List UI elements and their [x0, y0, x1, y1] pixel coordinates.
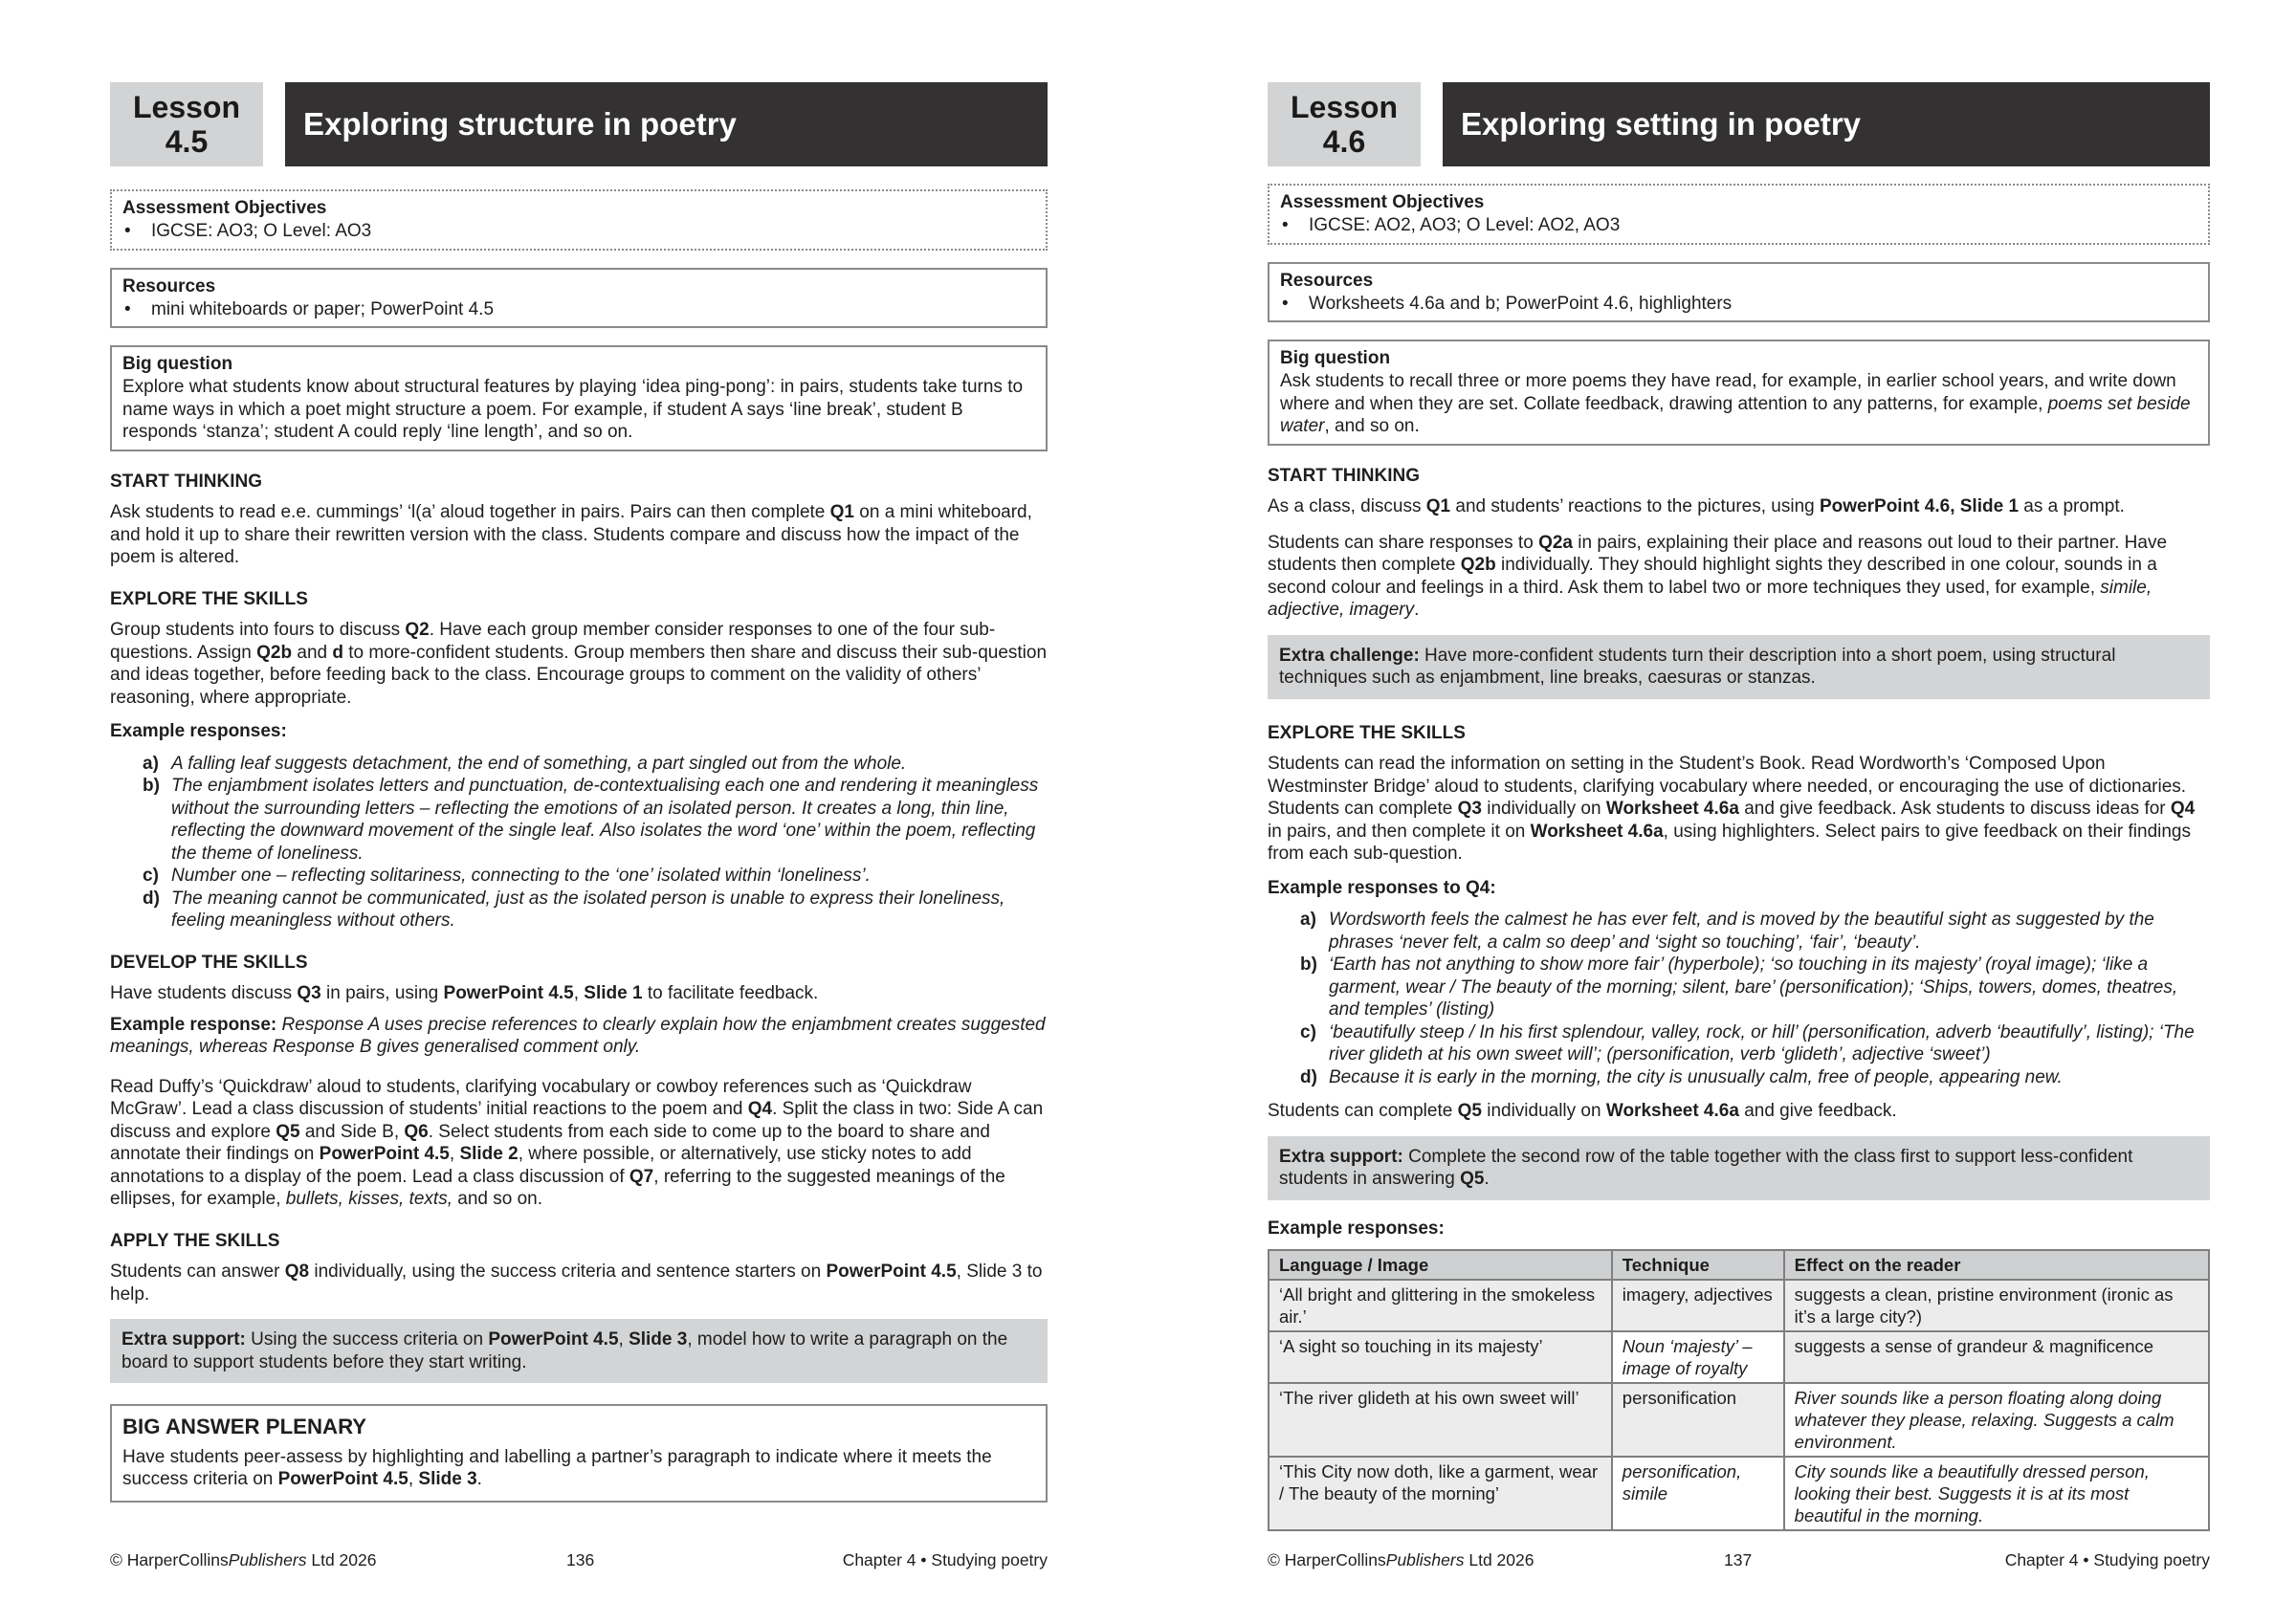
page-footer	[1268, 1549, 2210, 1572]
table-cell: City sounds like a beautifully dressed person, looking their best. Suggests it is at its most beautiful in the morning.	[1784, 1457, 2209, 1530]
resources-heading: Resources	[1280, 270, 1374, 291]
lesson-label: Lesson	[132, 90, 241, 124]
assessment-objectives-box	[110, 189, 1048, 251]
start-thinking-text-1: As a class, discuss Q1 and students’ reactions to the pictures, using PowerPoint 4.6, Slide 1 as a prompt.	[1268, 496, 2125, 516]
lesson-badge	[110, 82, 263, 166]
explore-skills-heading: EXPLORE THE SKILLS	[1268, 722, 1466, 743]
chapter-label: Chapter 4 • Studying poetry	[2004, 1550, 2210, 1569]
develop-skills-text: Have students discuss Q3 in pairs, using PowerPoint 4.5, Slide 1 to facilitate feedback.	[110, 983, 819, 1003]
assessment-heading: Assessment Objectives	[122, 198, 327, 218]
column-header: Technique	[1612, 1250, 1784, 1280]
page-number: 137	[1724, 1550, 1753, 1569]
lesson-number: 4.6	[1322, 124, 1366, 159]
lesson-title: Exploring setting in poetry	[1443, 82, 2210, 166]
list-item: a) Wordsworth feels the calmest he has ever felt, and is moved by the beautiful sight as suggested by the phrases ‘never felt, a calm so deep’ and ‘sight so touching’, ‘fair’, ‘beauty’.	[1300, 910, 2154, 953]
table-header-row	[1269, 1250, 2209, 1280]
table-cell: suggests a clean, pristine environment (ironic as it’s a large city?)	[1784, 1280, 2209, 1331]
table-cell: imagery, adjectives	[1612, 1280, 1784, 1331]
column-header: Effect on the reader	[1784, 1250, 2209, 1280]
big-question-box	[110, 345, 1048, 451]
list-item: b) ‘Earth has not anything to show more fair’ (hyperbole); ‘so touching in its majesty’ (royal image); ‘like a garment, wear / The beauty of the morning; silent, bare’ (personification); ‘Ships, towers, domes, theatres, and temples’ (listing)	[1300, 955, 2178, 1020]
page-137	[1268, 82, 2210, 1531]
apply-skills-heading: APPLY THE SKILLS	[110, 1230, 280, 1251]
lesson-header	[1268, 82, 2210, 166]
lesson-number: 4.5	[165, 124, 209, 159]
plenary-heading: BIG ANSWER PLENARY	[122, 1415, 367, 1438]
plenary-text: Have students peer-assess by highlighting and labelling a partner’s paragraph to indicate where it meets the success criteria on PowerPoint 4.5, Slide 3.	[122, 1446, 992, 1489]
assessment-objectives-box	[1268, 184, 2210, 245]
explore-skills-text: Group students into fours to discuss Q2. Have each group member consider responses to one of the four sub-questions. Assign Q2b and d to more-confident students. Group members then share and discuss their sub-question and ideas together, before feeding back to the class. Encourage groups to comment on the validity of others’ reasoning, where appropriate.	[110, 620, 1048, 708]
resources-bullet: Worksheets 4.6a and b; PowerPoint 4.6, highlighters	[1309, 293, 1733, 314]
resources-box	[110, 268, 1048, 329]
assessment-heading: Assessment Objectives	[1280, 192, 1485, 212]
table-cell: ‘The river glideth at his own sweet will’	[1269, 1383, 1612, 1457]
copyright: © HarperCollinsPublishers Ltd 2026	[1268, 1550, 1534, 1569]
start-thinking-text: Ask students to read e.e. cummings’ ‘l(a’ aloud together in pairs. Pairs can then complete Q1 on a mini whiteboard, and hold it up to share their rewritten version with the class. Students compare and discuss how the impact of the poem is altered.	[110, 502, 1032, 567]
table-cell: Noun ‘majesty’ – image of royalty	[1612, 1331, 1784, 1383]
big-answer-plenary-box	[110, 1404, 1048, 1503]
assessment-bullet: IGCSE: AO2, AO3; O Level: AO2, AO3	[1309, 215, 1621, 235]
table-cell: suggests a sense of grandeur & magnificence	[1784, 1331, 2209, 1383]
bullet-icon: •	[124, 221, 131, 241]
big-question-text: Ask students to recall three or more poems they have read, for example, in earlier school years, and write down where and when they are set. Collate feedback, drawing attention to any patterns, for example, poems set beside water, and so on.	[1280, 371, 2191, 436]
table-row	[1269, 1383, 2209, 1457]
bullet-icon: •	[124, 298, 131, 319]
big-question-heading: Big question	[1280, 348, 1391, 368]
bullet-icon: •	[1282, 293, 1289, 314]
example-responses-table	[1268, 1249, 2210, 1531]
big-question-heading: Big question	[122, 354, 233, 374]
extra-support-box: Extra support: Using the success criteria on PowerPoint 4.5, Slide 3, model how to write a paragraph on the board to support students before they start writing.	[110, 1319, 1048, 1383]
table-cell: River sounds like a person floating along doing whatever they please, relaxing. Suggests a calm environment.	[1784, 1383, 2209, 1457]
page-136	[110, 82, 1048, 1503]
table-cell: ‘A sight so touching in its majesty’	[1269, 1331, 1612, 1383]
table-cell: personification, simile	[1612, 1457, 1784, 1530]
lesson-title: Exploring structure in poetry	[285, 82, 1048, 166]
explore-skills-heading: EXPLORE THE SKILLS	[110, 588, 308, 609]
copyright: © HarperCollinsPublishers Ltd 2026	[110, 1550, 377, 1569]
example-response: Example response: Response A uses precise references to clearly explain how the enjambment creates suggested meanings, whereas Response B gives generalised comment only.	[110, 1014, 1046, 1057]
list-item: c) Number one – reflecting solitariness, connecting to the ‘one’ isolated within ‘loneliness’.	[143, 866, 871, 886]
resources-bullet: mini whiteboards or paper; PowerPoint 4.5	[151, 298, 495, 319]
table-cell: ‘All bright and glittering in the smokeless air.’	[1269, 1280, 1612, 1331]
assessment-bullet: IGCSE: AO3; O Level: AO3	[151, 221, 372, 241]
table-heading: Example responses:	[1268, 1218, 1445, 1239]
bullet-icon: •	[1282, 215, 1289, 235]
chapter-label: Chapter 4 • Studying poetry	[842, 1550, 1048, 1569]
page-footer	[110, 1549, 1048, 1572]
list-item: a) A falling leaf suggests detachment, the end of something, a part singled out from the whole.	[143, 753, 907, 774]
develop-skills-heading: DEVELOP THE SKILLS	[110, 952, 308, 973]
example-responses-heading: Example responses:	[110, 721, 287, 741]
big-question-box	[1268, 340, 2210, 446]
extra-challenge-box: Extra challenge: Have more-confident students turn their description into a short poem, using structural techniques such as enjambment, line breaks, caesuras or stanzas.	[1268, 635, 2210, 699]
resources-heading: Resources	[122, 275, 216, 296]
apply-skills-text: Students can answer Q8 individually, using the success criteria and sentence starters on PowerPoint 4.5, Slide 3 to help.	[110, 1262, 1043, 1305]
start-thinking-heading: START THINKING	[1268, 465, 1421, 486]
column-header: Language / Image	[1269, 1250, 1612, 1280]
lesson-badge	[1268, 82, 1421, 166]
q5-text: Students can complete Q5 individually on Worksheet 4.6a and give feedback.	[1268, 1101, 1897, 1121]
list-item: b) The enjambment isolates letters and punctuation, de-contextualising each one and rendering it meaningless without the surrounding letters – reflecting the emotions of an isolated person. It creates a long, thin line, reflecting the downward movement of the single leaf. Also isolates the word ‘one’ within the poem, reflecting the theme of loneliness.	[143, 776, 1039, 864]
example-responses-list	[110, 753, 1048, 933]
list-item: c) ‘beautifully steep / In his first splendour, valley, rock, or hill’ (personification, adverb ‘beautifully’, listing); ‘The river glideth at his own sweet will’; (personification, verb ‘glideth’, adjective ‘sweet’)	[1300, 1021, 2195, 1064]
example-responses-list	[1268, 909, 2210, 1088]
resources-box	[1268, 262, 2210, 323]
start-thinking-heading: START THINKING	[110, 471, 263, 492]
table-row	[1269, 1457, 2209, 1530]
lesson-label: Lesson	[1290, 90, 1399, 124]
list-item: d) The meaning cannot be communicated, just as the isolated person is unable to express their loneliness, feeling meaningless without others.	[143, 888, 1005, 931]
start-thinking-text-2: Students can share responses to Q2a in pairs, explaining their place and reasons out loud to their partner. Have students then complete Q2b individually. They should highlight sights they described in one colour, sounds in a second colour and feelings in a third. Ask them to label two or more techniques they used, for example, simile, adjective, imagery.	[1268, 532, 2168, 620]
page-number: 136	[566, 1550, 595, 1569]
extra-support-box: Extra support: Complete the second row of the table together with the class first to support less-confident students in answering Q5.	[1268, 1136, 2210, 1200]
quickdraw-text: Read Duffy’s ‘Quickdraw’ aloud to students, clarifying vocabulary or cowboy references such as ‘Quickdraw McGraw’. Lead a class discussion of students’ initial reactions to the poem and Q4. Split the class in two: Side A can discuss and explore Q5 and Side B, Q6. Select students from each side to come up to the board to share and annotate their findings on PowerPoint 4.5, Slide 2, where possible, or alternatively, use sticky notes to add annotations to a display of the poem. Lead a class discussion of Q7, referring to the suggested meanings of the ellipses, for example, bullets, kisses, texts, and so on.	[110, 1076, 1044, 1209]
big-question-text: Explore what students know about structural features by playing ‘idea ping-pong’: in pairs, students take turns to name ways in which a poet might structure a poem. For example, if student A says ‘line break’, student B responds ‘stanza’; student A could reply ‘line length’, and so on.	[122, 377, 1024, 442]
table-row	[1269, 1331, 2209, 1383]
table-row	[1269, 1280, 2209, 1331]
example-responses-heading: Example responses to Q4:	[1268, 877, 1496, 898]
list-item: d) Because it is early in the morning, the city is unusually calm, free of people, appearing new.	[1300, 1066, 2063, 1087]
lesson-header	[110, 82, 1048, 166]
table-cell: personification	[1612, 1383, 1784, 1457]
table-cell: ‘This City now doth, like a garment, wear / The beauty of the morning’	[1269, 1457, 1612, 1530]
explore-skills-text: Students can read the information on setting in the Student’s Book. Read Wordworth’s ‘Composed Upon Westminster Bridge’ aloud to students, clarifying vocabulary where needed, or encouraging the use of dictionaries. Students can complete Q3 individually on Worksheet 4.6a and give feedback. Ask students to discuss ideas for Q4 in pairs, and then complete it on Worksheet 4.6a, using highlighters. Select pairs to give feedback on their findings from each sub-question.	[1268, 754, 2196, 864]
